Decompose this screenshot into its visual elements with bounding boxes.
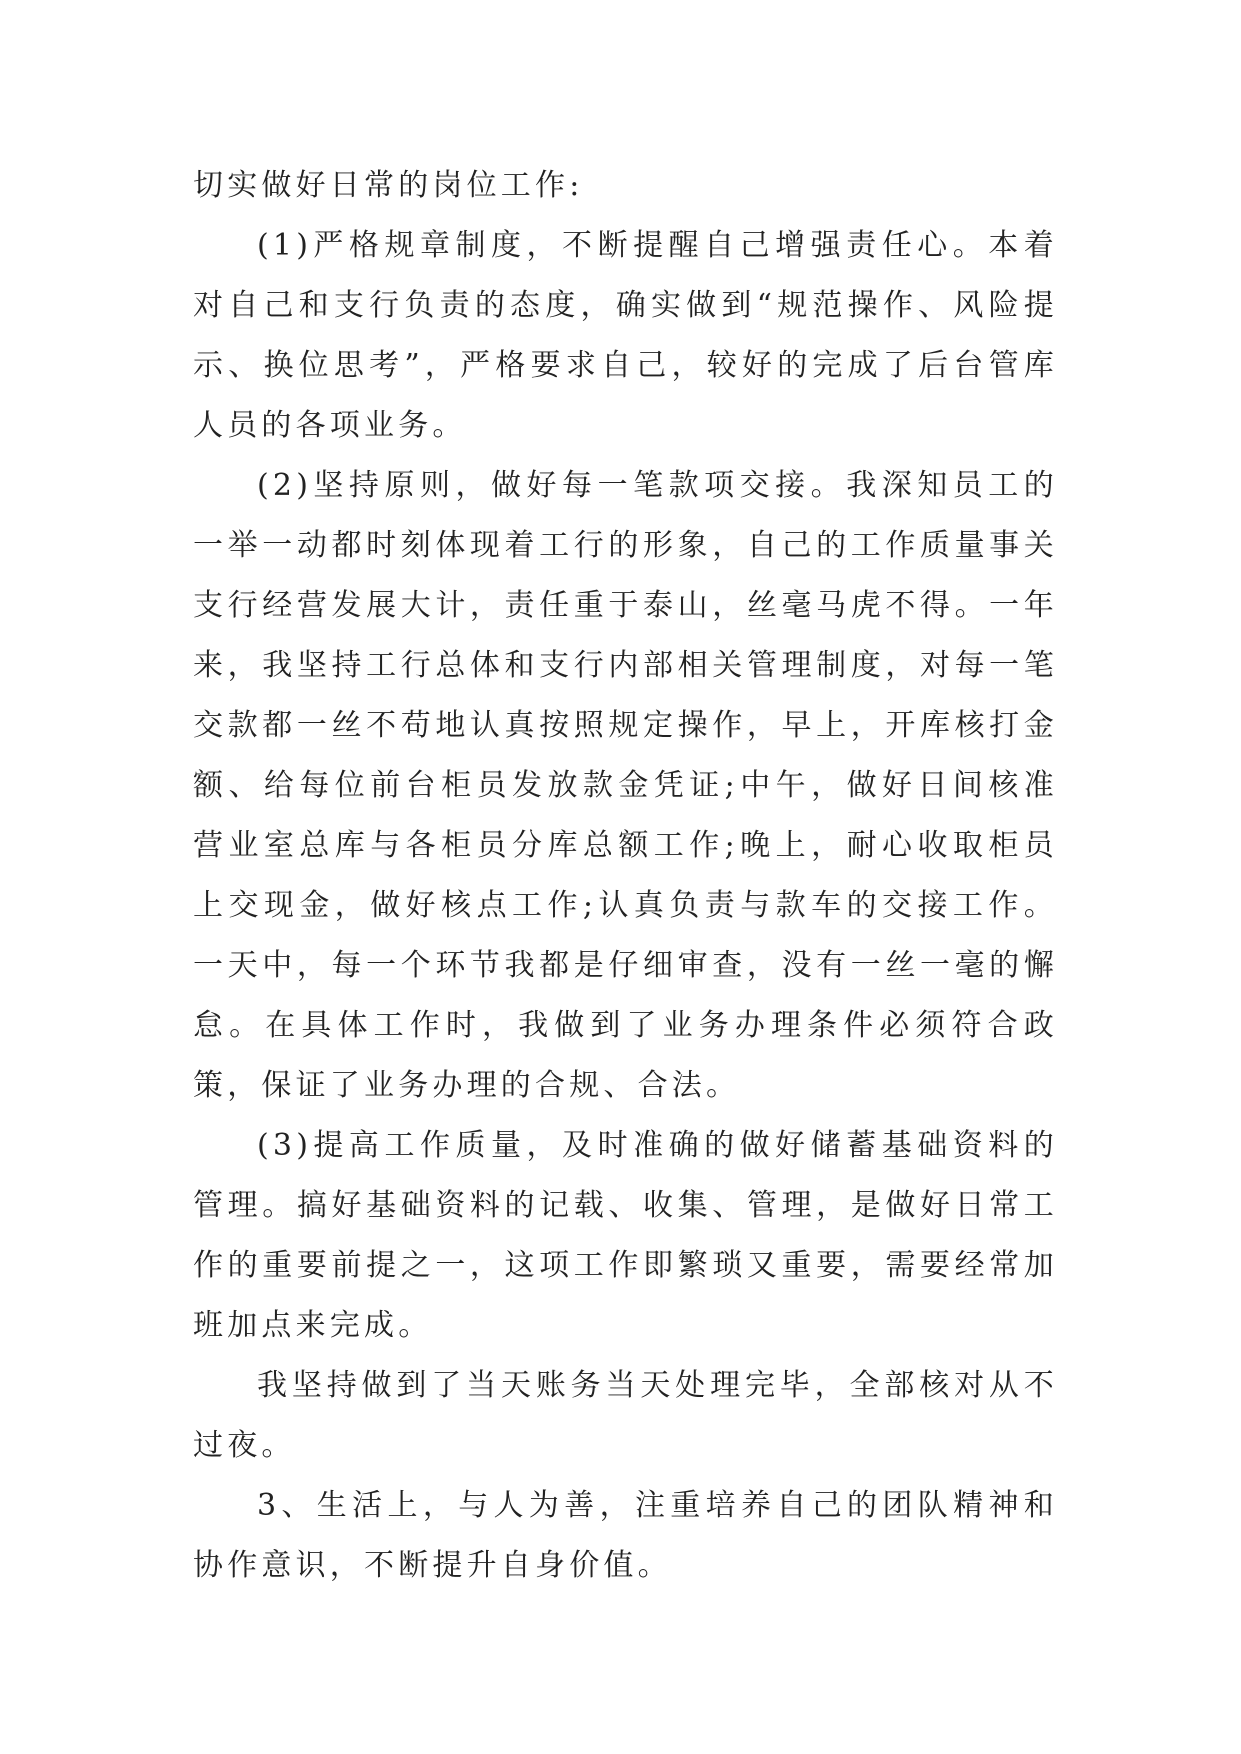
paragraph-item-1: (1)严格规章制度，不断提醒自己增强责任心。本着对自己和支行负责的态度，确实做到“规范操作、风险提示、换位思考”，严格要求自己，较好的完成了后台管库人员的各项业务。 xyxy=(193,228,1058,443)
paragraph-item-3: (3)提高工作质量，及时准确的做好储蓄基础资料的管理。搞好基础资料的记载、收集、管理，是做好日常工作的重要前提之一，这项工作即繁琐又重要，需要经常加班加点来完成。 xyxy=(193,1128,1058,1343)
paragraph-intro: 切实做好日常的岗位工作: xyxy=(193,168,584,203)
paragraph-daily-accounts: 我坚持做到了当天账务当天处理完毕，全部核对从不过夜。 xyxy=(193,1368,1058,1463)
paragraph-item-2: (2)坚持原则，做好每一笔款项交接。我深知员工的一举一动都时刻体现着工行的形象，自己的工作质量事关支行经营发展大计，责任重于泰山，丝毫马虎不得。一年来，我坚持工行总体和支行内部相关管理制度，对每一笔交款都一丝不苟地认真按照规定操作，早上，开库核打金额、给每位前台柜员发放款金凭证;中午，做好日间核准营业室总库与各柜员分库总额工作;晚上，耐心收取柜员上交现金，做好核点工作;认真负责与款车的交接工作。一天中，每一个环节我都是仔细审查，没有一丝一毫的懈怠。在具体工作时，我做到了业务办理条件必须符合政策，保证了业务办理的合规、合法。 xyxy=(193,468,1058,1103)
document-body xyxy=(193,156,1058,1596)
paragraph-life: 3、生活上，与人为善，注重培养自己的团队精神和协作意识，不断提升自身价值。 xyxy=(193,1488,1058,1583)
